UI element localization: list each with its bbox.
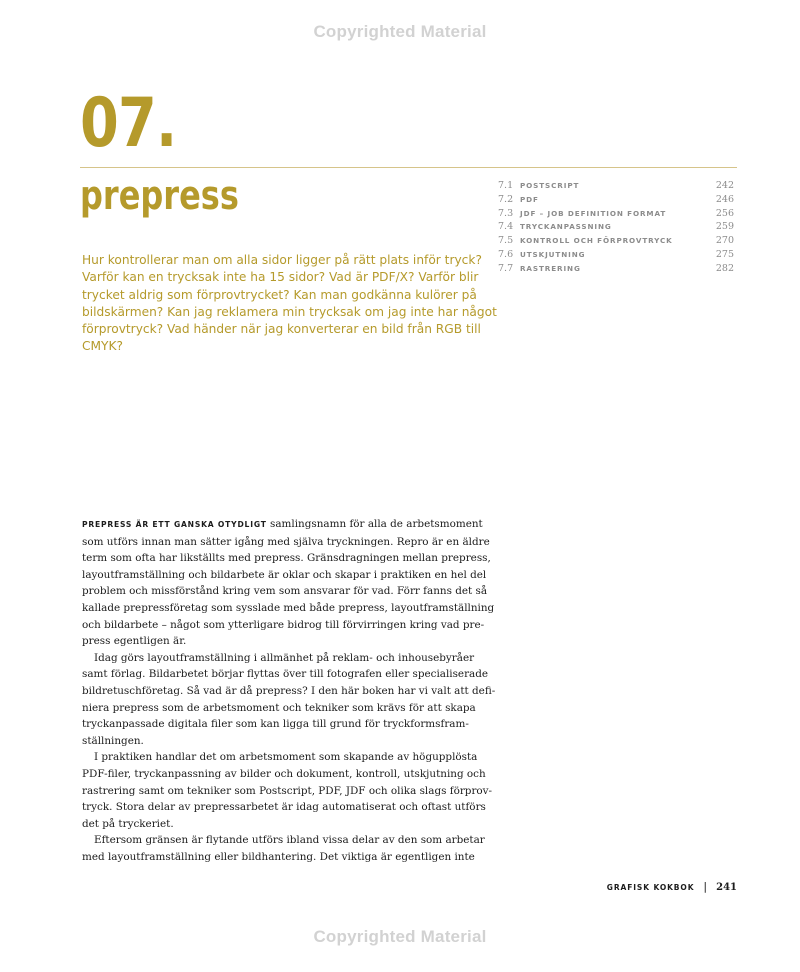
toc-page: 242: [715, 180, 734, 191]
chapter-number: 07.: [80, 84, 177, 163]
chapter-title: prepress: [80, 173, 239, 219]
intro-line: trycket aldrig som förprovtrycket? Kan man godkänna kulörer på: [82, 287, 477, 302]
footer-separator: |: [703, 880, 708, 893]
toc-item[interactable]: [498, 194, 734, 208]
text-line: Eftersom gränsen är flytande utförs ibland vissa delar av den som arbetar: [94, 834, 485, 847]
watermark-bottom: Copyrighted Material: [313, 927, 487, 946]
footer-book-title: GRAFISK KOKBOK: [606, 883, 695, 892]
text-line: som utförs innan man sätter igång med själva tryckningen. Repro är en äldre: [82, 535, 490, 548]
chapter-intro: [82, 252, 497, 356]
toc-item[interactable]: [498, 263, 734, 277]
toc-number: 7.6: [498, 248, 514, 260]
toc-page: 270: [715, 235, 734, 247]
text-line: problem och missförstånd kring vem som ansvarar för vad. Förr fanns det så: [82, 585, 488, 598]
page-number: 241: [716, 882, 737, 893]
text-line: term som ofta har likställts med prepress. Gränsdragningen mellan prepress,: [82, 552, 491, 565]
lead-in: PREPRESS ÄR ETT GANSKA OTYDLIGT: [82, 520, 267, 529]
toc-page: 259: [715, 221, 734, 233]
toc-label: UTSKJUTNING: [520, 249, 586, 259]
text-line: rastrering samt om tekniker som Postscript, PDF, JDF och olika slags förprov-: [82, 784, 493, 797]
text-line: ställningen.: [82, 734, 144, 747]
text-line: bildretuschföretag. Så vad är då prepress? I den här boken har vi valt att defi-: [82, 684, 496, 697]
text-line: Idag görs layoutframställning i allmänhet på reklam- och inhousebyråer: [94, 651, 475, 664]
chapter-toc: [498, 180, 734, 277]
page-footer: [560, 880, 737, 893]
toc-number: 7.5: [498, 235, 514, 247]
text-line: det på tryckeriet.: [82, 817, 174, 830]
toc-label: TRYCKANPASSNING: [520, 222, 612, 232]
text-line: med layoutframställning eller bildhantering. Det viktiga är egentligen inte: [82, 850, 475, 863]
watermark-top: Copyrighted Material: [313, 22, 487, 41]
toc-number: 7.4: [498, 221, 514, 233]
text-line: niera prepress som de arbetsmoment och tekniker som krävs för att skapa: [82, 701, 476, 714]
toc-label: POSTSCRIPT: [520, 181, 580, 190]
toc-label: PDF: [520, 194, 539, 204]
toc-item[interactable]: [498, 208, 734, 222]
toc-number: 7.7: [498, 262, 514, 274]
header-rule: [80, 167, 737, 168]
toc-page: 275: [715, 248, 734, 260]
intro-line: bildskärmen? Kan jag reklamera min trycksak om jag inte har något: [82, 304, 497, 319]
toc-number: 7.3: [498, 207, 514, 219]
toc-item[interactable]: [498, 249, 734, 263]
text-line: [82, 516, 483, 534]
intro-line: förprovtryck? Vad händer när jag konverterar en bild från RGB till: [82, 322, 481, 337]
text-line: press egentligen är.: [82, 635, 187, 648]
text-line: tryckanpassade digitala filer som kan ligga till grund för tryckformsfram-: [82, 718, 469, 731]
text-line: samt förlag. Bildarbetet börjar flyttas över till fotografen eller specialiserade: [82, 668, 489, 681]
toc-label: RASTRERING: [520, 263, 581, 273]
intro-line: Hur kontrollerar man om alla sidor ligger på rätt plats inför tryck?: [82, 253, 482, 267]
toc-label: KONTROLL OCH FÖRPROVTRYCK: [520, 236, 673, 246]
paragraph-4: [82, 832, 485, 865]
toc-label: JDF – JOB DEFINITION FORMAT: [520, 208, 667, 218]
toc-page: 256: [715, 207, 734, 219]
intro-line: Varför kan en trycksak inte ha 15 sidor? Vad är PDF/X? Varför blir: [82, 270, 479, 285]
text-line: tryck. Stora delar av prepressarbetet är idag automatiserat och oftast utförs: [82, 801, 486, 814]
toc-number: 7.1: [498, 180, 514, 191]
toc-item[interactable]: [498, 221, 734, 235]
intro-line: CMYK?: [82, 339, 123, 354]
toc-page: 246: [715, 193, 734, 205]
toc-item[interactable]: [498, 180, 734, 194]
text-line: layoutframställning och bildarbete är oklar och skapar i praktiken en hel del: [82, 568, 487, 581]
text-line: kallade prepressföretag som sysslade med både prepress, layoutframställning: [82, 601, 495, 614]
text-line: PDF-filer, tryckanpassning av bilder och dokument, kontroll, utskjutning och: [82, 767, 486, 780]
paragraph-3: [82, 749, 493, 832]
paragraph-1: [82, 516, 495, 650]
toc-page: 282: [715, 262, 734, 274]
toc-number: 7.2: [498, 193, 514, 205]
text-line: I praktiken handlar det om arbetsmoment som skapande av högupplösta: [94, 751, 478, 764]
lead-rest: samlingsnamn för alla de arbetsmoment: [266, 518, 483, 530]
text-line: och bildarbete – något som ytterligare bidrog till förvirringen kring vad pre-: [82, 618, 485, 631]
paragraph-2: [82, 650, 496, 750]
toc-item[interactable]: [498, 235, 734, 249]
body-text: [82, 516, 496, 865]
